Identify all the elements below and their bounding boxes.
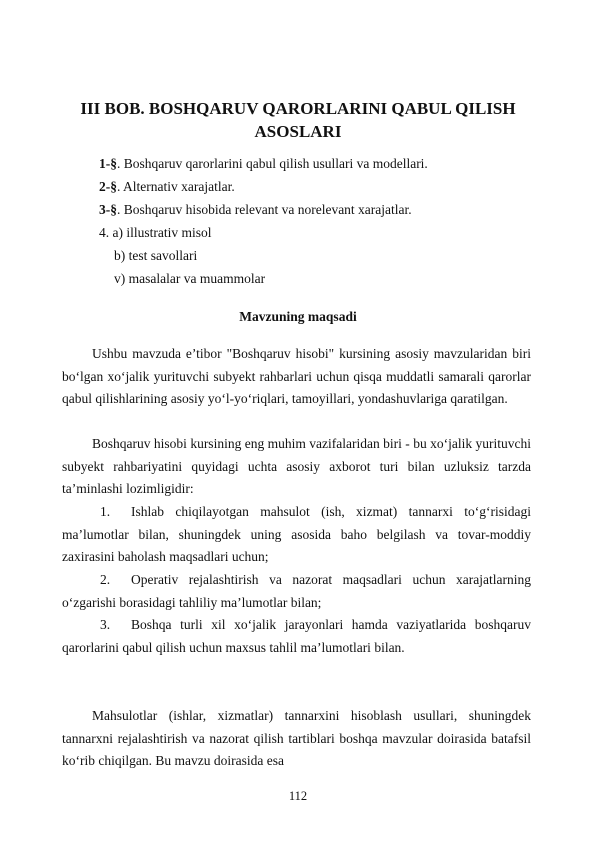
toc-item-text: v) masalalar va muammolar — [114, 271, 266, 286]
toc-item-4 — [99, 225, 212, 241]
paragraph-2: Boshqaruv hisobi kursining eng muhim vazifalaridan biri - bu xo‘jalik yurituvchi subyekt rahbariyatini quyidagi uchta asosiy axborot turi bilan uzluksiz tarzda ta’minlashi lozimligidir: — [62, 436, 531, 497]
toc-item-text: . Alternativ xarajatlar. — [117, 179, 235, 194]
toc-item-2 — [99, 179, 235, 195]
numbered-item-text: Ishlab chiqilayotgan mahsulot (ish, xizmat) tannarxi to‘g‘risidagi ma’lumotlar bilan, shuningdek uning asosida baho belgilash va tovar-moddiy zaxirasini baholash maqsadlari uchun; — [62, 504, 531, 565]
toc-item-text: b) test savollari — [114, 248, 198, 263]
toc-item-4b — [114, 248, 197, 264]
numbered-item-number: 2. — [100, 572, 111, 587]
toc-item-number: 3-§ — [99, 202, 117, 217]
numbered-item-number: 3. — [100, 617, 111, 632]
chapter-title: III BOB. BOSHQARUV QARORLARINI QABUL QILISH ASOSLARI — [80, 99, 516, 141]
numbered-item-text: Boshqa turli xil xo‘jalik jarayonlari hamda vaziyatlarida boshqaruv qarorlarini qabul qilish uchun maxsus tahlil ma’lumotlari bilan. — [62, 617, 531, 655]
toc-item-text: . Boshqaruv qarorlarini qabul qilish usullari va modellari. — [117, 156, 428, 171]
section-heading: Mavzuning maqsadi — [239, 309, 357, 324]
numbered-item-text: Operativ rejalashtirish va nazorat maqsadlari uchun xarajatlarning o‘zgarishi borasidagi tahliliy ma’lumotlar bilan; — [62, 572, 531, 610]
page-number: 112 — [288, 789, 308, 803]
toc-item-number: 2-§ — [99, 179, 117, 194]
toc-item-number: 1-§ — [99, 156, 117, 171]
numbered-item-1 — [62, 501, 531, 569]
numbered-item-2 — [62, 569, 531, 614]
numbered-item-3 — [62, 614, 531, 659]
paragraph-1: Ushbu mavzuda e’tibor "Boshqaruv hisobi" kursining asosiy mavzularidan biri bo‘lgan xo‘jalik yurituvchi subyekt rahbarlari uchun qisqa muddatli samarali qarorlar qabul qilishlarining asosiy yo‘l-yo‘riqlari, tamoyillari, yondashuvlariga qaratilgan. — [62, 346, 531, 407]
toc-item-1 — [99, 156, 428, 172]
numbered-item-number: 1. — [100, 504, 111, 519]
toc-item-4v — [114, 271, 265, 287]
toc-item-text: 4. a) illustrativ misol — [99, 225, 212, 240]
toc-item-text: . Boshqaruv hisobida relevant va norelevant xarajatlar. — [117, 202, 412, 217]
toc-item-3 — [99, 202, 412, 218]
closing-paragraph: Mahsulotlar (ishlar, xizmatlar) tannarxini hisoblash usullari, shuningdek tannarxni rejalashtirish va nazorat qilish tartiblari boshqa mavzular doirasida batafsil ko‘rib chiqilgan. Bu mavzu doirasida esa — [62, 708, 531, 769]
